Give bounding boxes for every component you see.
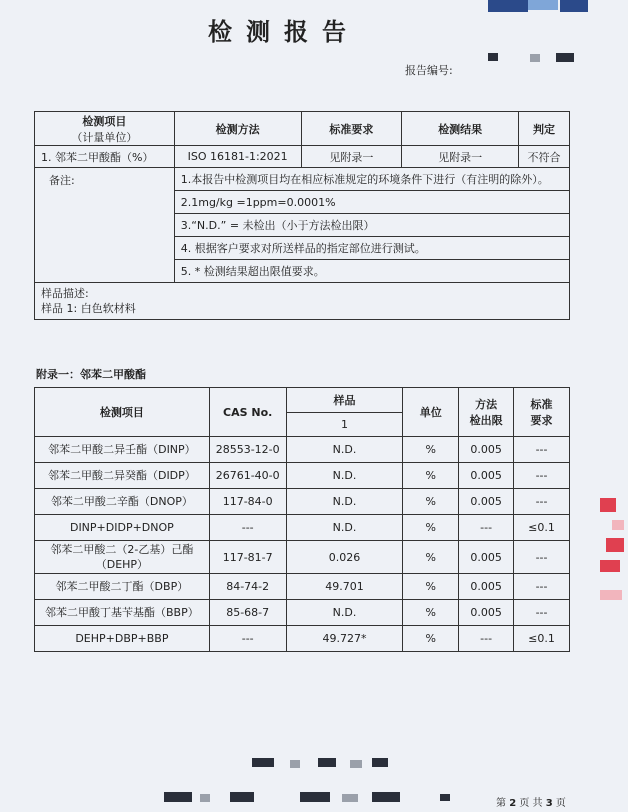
notes-label: 备注: [35, 168, 175, 283]
header-item [35, 112, 175, 146]
appendix-title: 附录一：邻苯二甲酸酯 [36, 368, 146, 381]
redaction-block [230, 792, 254, 802]
appendix-header-req-line2: 要求 [530, 414, 553, 427]
page-indicator [496, 794, 566, 809]
appendix-cell-mdl: 0.005 [459, 600, 514, 626]
appendix-cell-item: 邻苯二甲酸二异癸酯（DIDP） [35, 463, 210, 489]
header-item-unit: （计量单位） [71, 130, 138, 144]
appendix-cell-req: --- [514, 437, 570, 463]
appendix-cell-result: 49.701 [286, 574, 403, 600]
appendix-cell-mdl: --- [459, 626, 514, 652]
appendix-cell-req: --- [514, 489, 570, 515]
note-4: 4. 根据客户要求对所送样品的指定部位进行测试。 [174, 237, 569, 260]
summary-result: 见附录一 [402, 146, 519, 168]
redaction-block [350, 760, 362, 768]
appendix-cell-result: N.D. [286, 515, 403, 541]
redaction-block [488, 0, 528, 12]
appendix-row [35, 541, 570, 574]
note-2: 2.1mg/kg =1ppm=0.0001% [174, 191, 569, 214]
appendix-header-unit: 单位 [403, 388, 459, 437]
appendix-header-item: 检测项目 [35, 388, 210, 437]
appendix-cell-unit: % [403, 489, 459, 515]
page-current: 2 [509, 798, 517, 809]
appendix-cell-cas: 26761-40-0 [209, 463, 286, 489]
appendix-cell-item: 邻苯二甲酸二丁酯（DBP） [35, 574, 210, 600]
redaction-block [164, 792, 192, 802]
redaction-block [372, 792, 400, 802]
appendix-cell-item: DINP+DIDP+DNOP [35, 515, 210, 541]
appendix-cell-req: --- [514, 463, 570, 489]
appendix-header-req-line1: 标准 [530, 398, 553, 411]
redaction-block [560, 0, 588, 12]
note-3: 3.“N.D.” = 未检出（小于方法检出限） [174, 214, 569, 237]
redaction-block [528, 0, 558, 10]
summary-table [34, 111, 570, 320]
header-judgement: 判定 [519, 112, 570, 146]
appendix-row [35, 600, 570, 626]
summary-standard: 见附录一 [301, 146, 402, 168]
redaction-block [606, 538, 624, 552]
appendix-cell-unit: % [403, 626, 459, 652]
header-standard: 标准要求 [301, 112, 402, 146]
report-number-label: 报告编号: [405, 64, 453, 77]
appendix-cell-result: N.D. [286, 463, 403, 489]
appendix-cell-mdl: 0.005 [459, 574, 514, 600]
redaction-block [318, 758, 336, 767]
appendix-cell-unit: % [403, 574, 459, 600]
appendix-cell-item: DEHP+DBP+BBP [35, 626, 210, 652]
appendix-cell-item: 邻苯二甲酸二异壬酯（DINP） [35, 437, 210, 463]
appendix-cell-result: 0.026 [286, 541, 403, 574]
summary-judgement: 不符合 [519, 146, 570, 168]
appendix-cell-cas: 85-68-7 [209, 600, 286, 626]
header-result: 检测结果 [402, 112, 519, 146]
appendix-cell-unit: % [403, 437, 459, 463]
appendix-cell-unit: % [403, 600, 459, 626]
appendix-cell-mdl: 0.005 [459, 489, 514, 515]
redaction-block [600, 498, 616, 512]
sample-description-text: 样品 1: 白色软材料 [41, 302, 136, 315]
appendix-row [35, 626, 570, 652]
appendix-header-requirement [514, 388, 570, 437]
header-item-label: 检测项目 [82, 114, 127, 128]
redaction-block [530, 54, 540, 62]
appendix-cell-req: --- [514, 541, 570, 574]
appendix-cell-cas: --- [209, 626, 286, 652]
sample-description [35, 283, 570, 320]
redaction-block [600, 590, 622, 600]
appendix-cell-unit: % [403, 515, 459, 541]
page-total: 3 [545, 798, 553, 809]
appendix-header-sample: 样品 [286, 388, 403, 413]
redaction-block [600, 560, 620, 572]
page-suffix: 页 [555, 798, 566, 809]
redaction-block [290, 760, 300, 768]
appendix-cell-req: ≤0.1 [514, 515, 570, 541]
appendix-rows [35, 437, 570, 652]
summary-item: 1. 邻苯二甲酸酯（%） [35, 146, 175, 168]
appendix-cell-mdl: 0.005 [459, 541, 514, 574]
report-title: 检测报告 [208, 17, 360, 46]
summary-method: ISO 16181-1:2021 [174, 146, 301, 168]
appendix-cell-cas: 117-84-0 [209, 489, 286, 515]
page-prefix: 第 [496, 798, 506, 809]
appendix-cell-cas: --- [209, 515, 286, 541]
appendix-cell-req: --- [514, 600, 570, 626]
appendix-cell-result: 49.727* [286, 626, 403, 652]
appendix-cell-cas: 84-74-2 [209, 574, 286, 600]
note-5: 5. * 检测结果超出限值要求。 [174, 260, 569, 283]
redaction-block [372, 758, 388, 767]
appendix-cell-item: 邻苯二甲酸二（2-乙基）己酯（DEHP） [35, 541, 210, 574]
appendix-header-sample-no: 1 [286, 412, 403, 437]
redaction-block [300, 792, 330, 802]
appendix-row [35, 515, 570, 541]
appendix-cell-unit: % [403, 463, 459, 489]
appendix-cell-result: N.D. [286, 489, 403, 515]
appendix-cell-req: ≤0.1 [514, 626, 570, 652]
appendix-cell-unit: % [403, 541, 459, 574]
appendix-header-cas: CAS No. [209, 388, 286, 437]
appendix-row [35, 437, 570, 463]
appendix-cell-mdl: 0.005 [459, 463, 514, 489]
appendix-cell-mdl: --- [459, 515, 514, 541]
appendix-cell-mdl: 0.005 [459, 437, 514, 463]
appendix-header-mdl [459, 388, 514, 437]
appendix-row [35, 489, 570, 515]
appendix-cell-result: N.D. [286, 600, 403, 626]
redaction-block [556, 53, 574, 62]
appendix-cell-req: --- [514, 574, 570, 600]
appendix-row [35, 463, 570, 489]
note-1: 1.本报告中检测项目均在相应标准规定的环境条件下进行（有注明的除外）。 [174, 168, 569, 191]
appendix-cell-item: 邻苯二甲酸丁基苄基酯（BBP） [35, 600, 210, 626]
redaction-block [200, 794, 210, 802]
redaction-block [488, 53, 498, 61]
appendix-cell-result: N.D. [286, 437, 403, 463]
redaction-block [252, 758, 274, 767]
appendix-header-mdl-line2: 检出限 [469, 414, 503, 427]
appendix-cell-cas: 28553-12-0 [209, 437, 286, 463]
redaction-block [342, 794, 358, 802]
redaction-block [612, 520, 624, 530]
page-mid: 页 共 [519, 798, 543, 809]
appendix-row [35, 574, 570, 600]
appendix-table [34, 387, 570, 652]
appendix-cell-cas: 117-81-7 [209, 541, 286, 574]
header-method: 检测方法 [174, 112, 301, 146]
appendix-cell-item: 邻苯二甲酸二辛酯（DNOP） [35, 489, 210, 515]
sample-description-label: 样品描述: [41, 287, 89, 300]
redaction-block [440, 794, 450, 801]
appendix-header-mdl-line1: 方法 [475, 398, 498, 411]
